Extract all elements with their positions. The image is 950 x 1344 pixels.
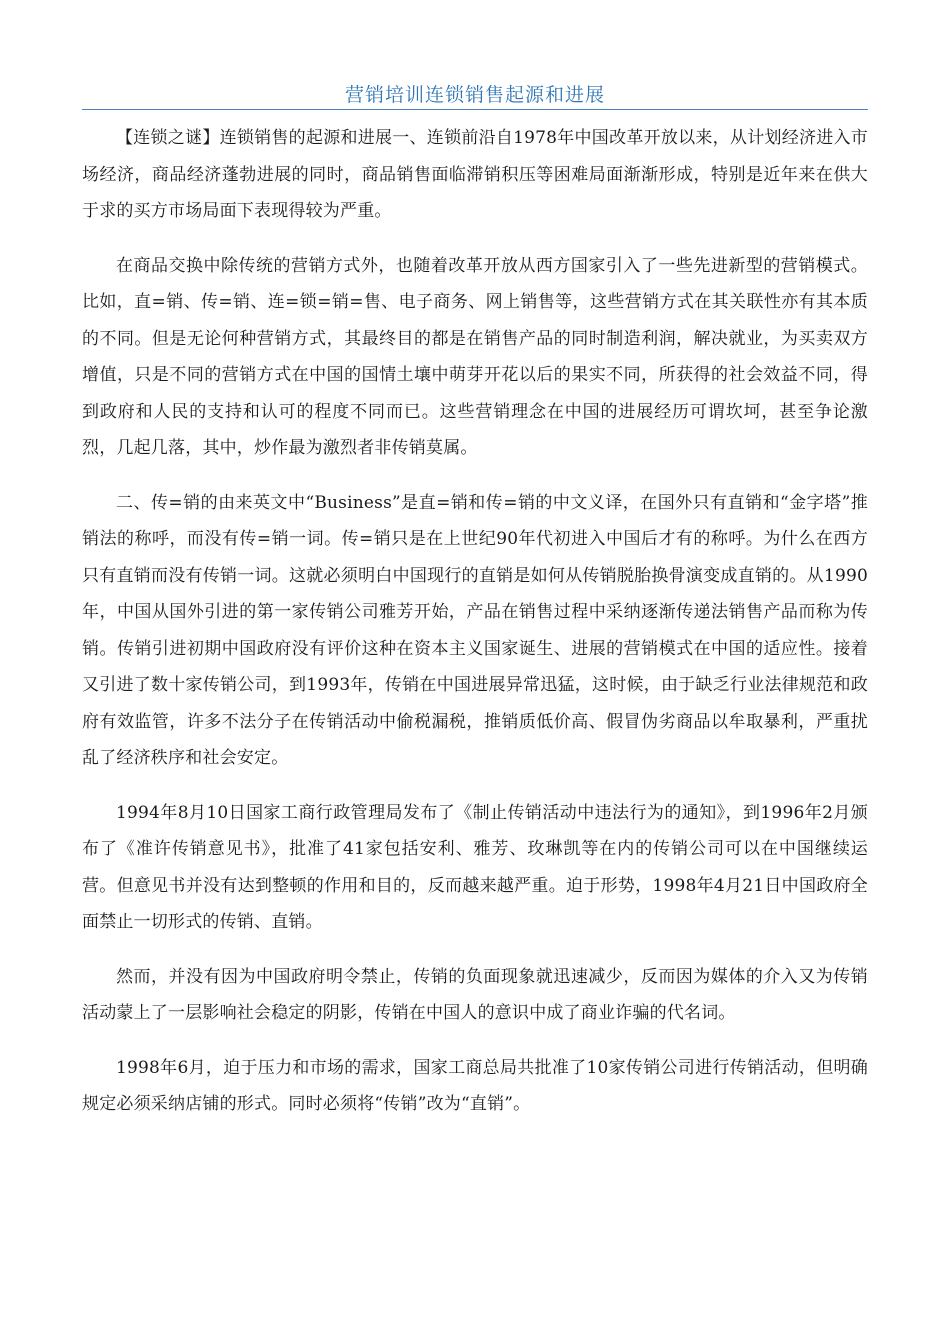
document-title: 营销培训连锁销售起源和进展 <box>344 84 605 106</box>
paragraph-5: 然而，并没有因为中国政府明令禁止，传销的负面现象就迅速减少，反而因为媒体的介入又为传销活动蒙上了一层影响社会稳定的阴影，传销在中国人的意识中成了商业诈骗的代名词。 <box>82 966 868 1023</box>
paragraph-1: 【连锁之谜】连锁销售的起源和进展一、连锁前沿自1978年中国改革开放以来，从计划经济进入市场经济，商品经济蓬勃进展的同时，商品销售面临滞销积压等困难局面渐渐形成，特别是近年来在供大于求的买方市场局面下表现得较为严重。 <box>82 128 868 221</box>
title-underline <box>82 109 868 110</box>
paragraph-2: 在商品交换中除传统的营销方式外，也随着改革开放从西方国家引入了一些先进新型的营销模式。比如，直=销、传=销、连=锁=销=售、电子商务、网上销售等，这些营销方式在其关联性亦有其本质的不同。但是无论何种营销方式，其最终目的都是在销售产品的同时制造利润，解决就业，为买卖双方增值，只是不同的营销方式在中国的国情土壤中萌芽开花以后的果实不同，所获得的社会效益不同，得到政府和人民的支持和认可的程度不同而已。这些营销理念在中国的进展经历可谓坎坷，甚至争论激烈，几起几落，其中，炒作最为激烈者非传销莫属。 <box>82 255 868 458</box>
paragraph-6: 1998年6月，迫于压力和市场的需求，国家工商总局共批准了10家传销公司进行传销活动，但明确规定必须采纳店铺的形式。同时必须将“传销”改为“直销”。 <box>82 1057 868 1114</box>
paragraph-4: 1994年8月10日国家工商行政管理局发布了《制止传销活动中违法行为的通知》，到1996年2月颁布了《准许传销意见书》，批准了41家包括安利、雅芳、玫琳凯等在内的传销公司可以在中国继续运营。但意见书并没有达到整顿的作用和目的，反而越来越严重。迫于形势，1998年4月21日中国政府全面禁止一切形式的传销、直销。 <box>82 802 868 932</box>
document-body <box>82 120 868 1141</box>
paragraph-3: 二、传=销的由来英文中“Business”是直=销和传=销的中文义译，在国外只有直销和“金字塔”推销法的称呼，而没有传=销一词。传=销只是在上世纪90年代初进入中国后才有的称呼。为什么在西方只有直销而没有传销一词。这就必须明白中国现行的直销是如何从传销脱胎换骨演变成直销的。从1990年，中国从国外引进的第一家传销公司雅芳开始，产品在销售过程中采纳逐渐传递法销售产品而称为传销。传销引进初期中国政府没有评价这种在资本主义国家诞生、进展的营销模式在中国的适应性。接着又引进了数十家传销公司，到1993年，传销在中国进展异常迅猛，这时候，由于缺乏行业法律规范和政府有效监管，许多不法分子在传销活动中偷税漏税，推销质低价高、假冒伪劣商品以牟取暴利，严重扰乱了经济秩序和社会安定。 <box>82 492 868 768</box>
